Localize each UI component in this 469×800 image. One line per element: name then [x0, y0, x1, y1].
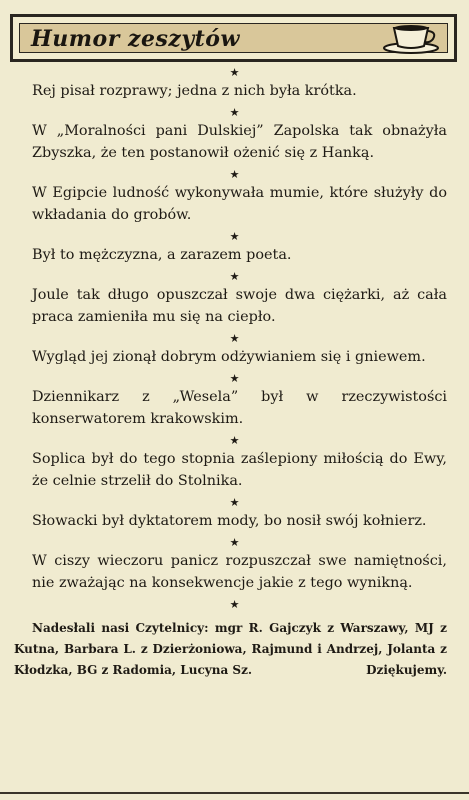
joke-item: W „Moralności pani Dulskiej” Zapolska tak obnażyła Zbyszka, że ten postanowił ożenić się z Hanką.	[32, 123, 447, 161]
star-separator: ★	[229, 496, 240, 509]
credits-text: Nadesłali nasi Czytelnicy: mgr R. Gajczyk z Warszawy, MJ z Kutna, Barbara L. z Dzierżoniowa, Rajmund i Andrzej, Jolanta z Kłodzka, BG z Radomia, Lucyna Sz.	[14, 621, 447, 677]
joke-item: Soplica był do tego stopnia zaślepiony miłością do Ewy, że celnie strzelił do Stolnika.	[32, 451, 447, 489]
joke-item: W ciszy wieczoru panicz rozpuszczał swe namiętności, nie zważając na konsekwencje jakie z tego wynikną.	[32, 553, 447, 591]
thanks-text: Dziękujemy.	[366, 663, 447, 677]
joke-item: Rej pisał rozprawy; jedna z nich była krótka.	[32, 83, 357, 99]
star-separator: ★	[229, 106, 240, 119]
joke-item: Joule tak długo opuszczał swoje dwa ciężarki, aż cała praca zamieniła mu się na ciepło.	[32, 287, 447, 325]
star-separator: ★	[229, 270, 240, 283]
star-separator: ★	[229, 434, 240, 447]
reader-credits	[14, 618, 447, 681]
column-header	[10, 14, 457, 62]
coffee-cup-icon	[382, 22, 440, 54]
jokes-list	[0, 62, 469, 681]
star-separator: ★	[229, 536, 240, 549]
joke-item: Wygląd jej zionął dobrym odżywianiem się i gniewem.	[32, 349, 426, 365]
star-separator: ★	[229, 66, 240, 79]
joke-item: Słowacki był dyktatorem mody, bo nosił swój kołnierz.	[32, 513, 427, 529]
star-separator: ★	[229, 372, 240, 385]
star-separator: ★	[229, 598, 240, 611]
star-separator: ★	[229, 332, 240, 345]
bottom-rule	[0, 792, 469, 794]
joke-item: Był to mężczyzna, a zarazem poeta.	[32, 247, 292, 263]
column-title: Humor zeszytów	[31, 26, 240, 52]
joke-item: W Egipcie ludność wykonywała mumie, które służyły do wkładania do grobów.	[32, 185, 447, 223]
star-separator: ★	[229, 230, 240, 243]
joke-item: Dziennikarz z „Wesela” był w rzeczywistości konserwatorem krakowskim.	[32, 389, 447, 427]
star-separator: ★	[229, 168, 240, 181]
